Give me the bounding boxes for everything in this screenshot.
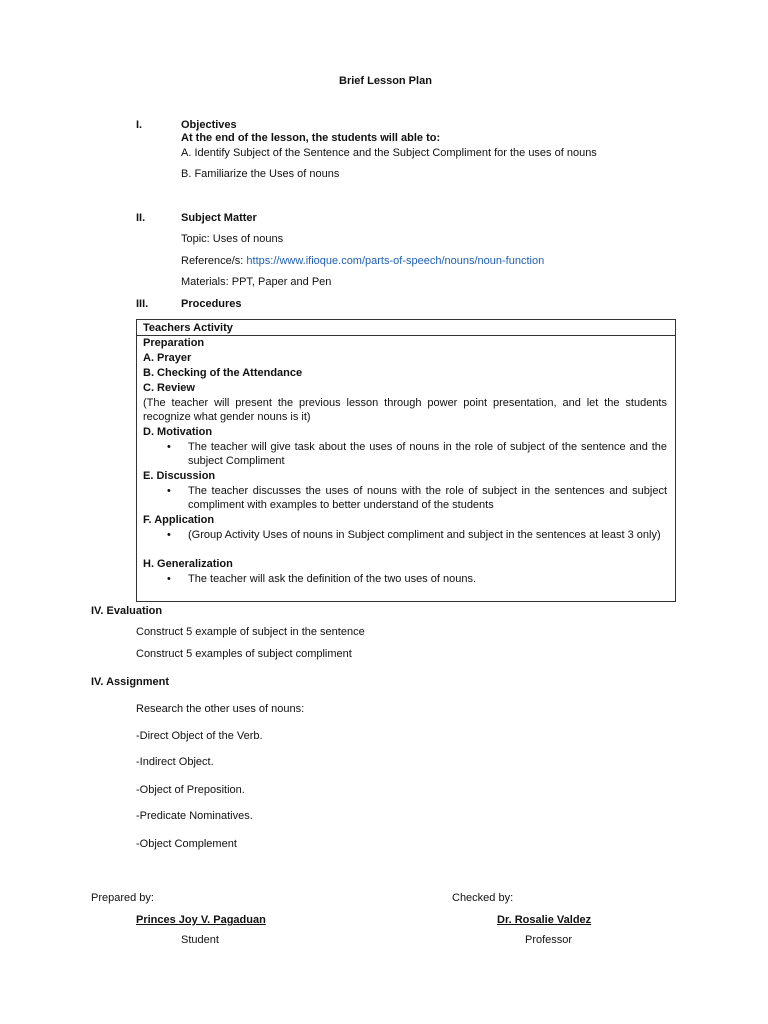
teachers-activity-table: [136, 319, 676, 602]
table-header-row: [137, 320, 675, 336]
generalization-text: The teacher will ask the definition of the two uses of nouns.: [188, 573, 476, 585]
generalization-heading: H. Generalization: [143, 558, 233, 570]
topic-line: Topic: Uses of nouns: [181, 233, 284, 245]
checked-by-name: Dr. Rosalie Valdez: [497, 914, 592, 926]
procedures-number: III.: [136, 298, 149, 310]
assignment-heading: IV. Assignment: [91, 676, 170, 688]
objective-item-b: B. Familiarize the Uses of nouns: [181, 168, 340, 180]
application-heading: F. Application: [143, 514, 215, 526]
assignment-item-5: -Object Complement: [136, 838, 237, 850]
reference-line: [181, 254, 544, 268]
evaluation-heading: IV. Evaluation: [91, 605, 163, 617]
assignment-item-2: -Indirect Object.: [136, 756, 214, 768]
subject-matter-heading: Subject Matter: [181, 212, 257, 224]
subject-matter-number: II.: [136, 212, 146, 224]
motivation-text: The teacher will give task about the uses of nouns in the role of subject of the sentence and the subject Compliment: [188, 441, 667, 467]
page-title: Brief Lesson Plan: [339, 75, 432, 87]
procedures-heading: Procedures: [181, 298, 242, 310]
review-heading: C. Review: [143, 382, 195, 394]
prepared-by-role: Student: [181, 934, 219, 946]
table-header: Teachers Activity: [143, 322, 233, 334]
assignment-item-1: -Direct Object of the Verb.: [136, 730, 263, 742]
preparation-heading: Preparation: [143, 337, 205, 349]
checked-by-label: Checked by:: [452, 892, 514, 904]
reference-label: Reference/s:: [181, 255, 247, 267]
objectives-number: I.: [136, 119, 143, 131]
assignment-intro: Research the other uses of nouns:: [136, 703, 305, 715]
reference-link[interactable]: https://www.ifioque.com/parts-of-speech/nouns/noun-function: [246, 255, 545, 267]
prepared-by-name: Princes Joy V. Pagaduan: [136, 914, 266, 926]
discussion-heading: E. Discussion: [143, 470, 216, 482]
attendance-heading: B. Checking of the Attendance: [143, 367, 303, 379]
objectives-heading: Objectives: [181, 119, 237, 131]
discussion-text: The teacher discusses the uses of nouns with the role of subject in the sentences and subject compliment with examples to better understand of the students: [188, 485, 667, 511]
assignment-item-3: -Object of Preposition.: [136, 784, 245, 796]
bullet-icon: •: [167, 573, 171, 585]
application-text: (Group Activity Uses of nouns in Subject compliment and subject in the sentences at least 3 only): [188, 529, 661, 541]
materials-line: Materials: PPT, Paper and Pen: [181, 276, 332, 288]
bullet-icon: •: [167, 529, 171, 541]
review-text: (The teacher will present the previous lesson through power point presentation, and let the students recognize what gender nouns is it): [143, 397, 667, 423]
objective-item-a: A. Identify Subject of the Sentence and the Subject Compliment for the uses of nouns: [181, 147, 597, 159]
evaluation-item-2: Construct 5 examples of subject compliment: [136, 648, 352, 660]
assignment-item-4: -Predicate Nominatives.: [136, 810, 253, 822]
prepared-by-label: Prepared by:: [91, 892, 154, 904]
bullet-icon: •: [167, 441, 171, 453]
prayer-heading: A. Prayer: [143, 352, 192, 364]
bullet-icon: •: [167, 485, 171, 497]
objectives-subheading: At the end of the lesson, the students will able to:: [181, 132, 441, 144]
checked-by-role: Professor: [525, 934, 573, 946]
motivation-heading: D. Motivation: [143, 426, 213, 438]
evaluation-item-1: Construct 5 example of subject in the sentence: [136, 626, 365, 638]
